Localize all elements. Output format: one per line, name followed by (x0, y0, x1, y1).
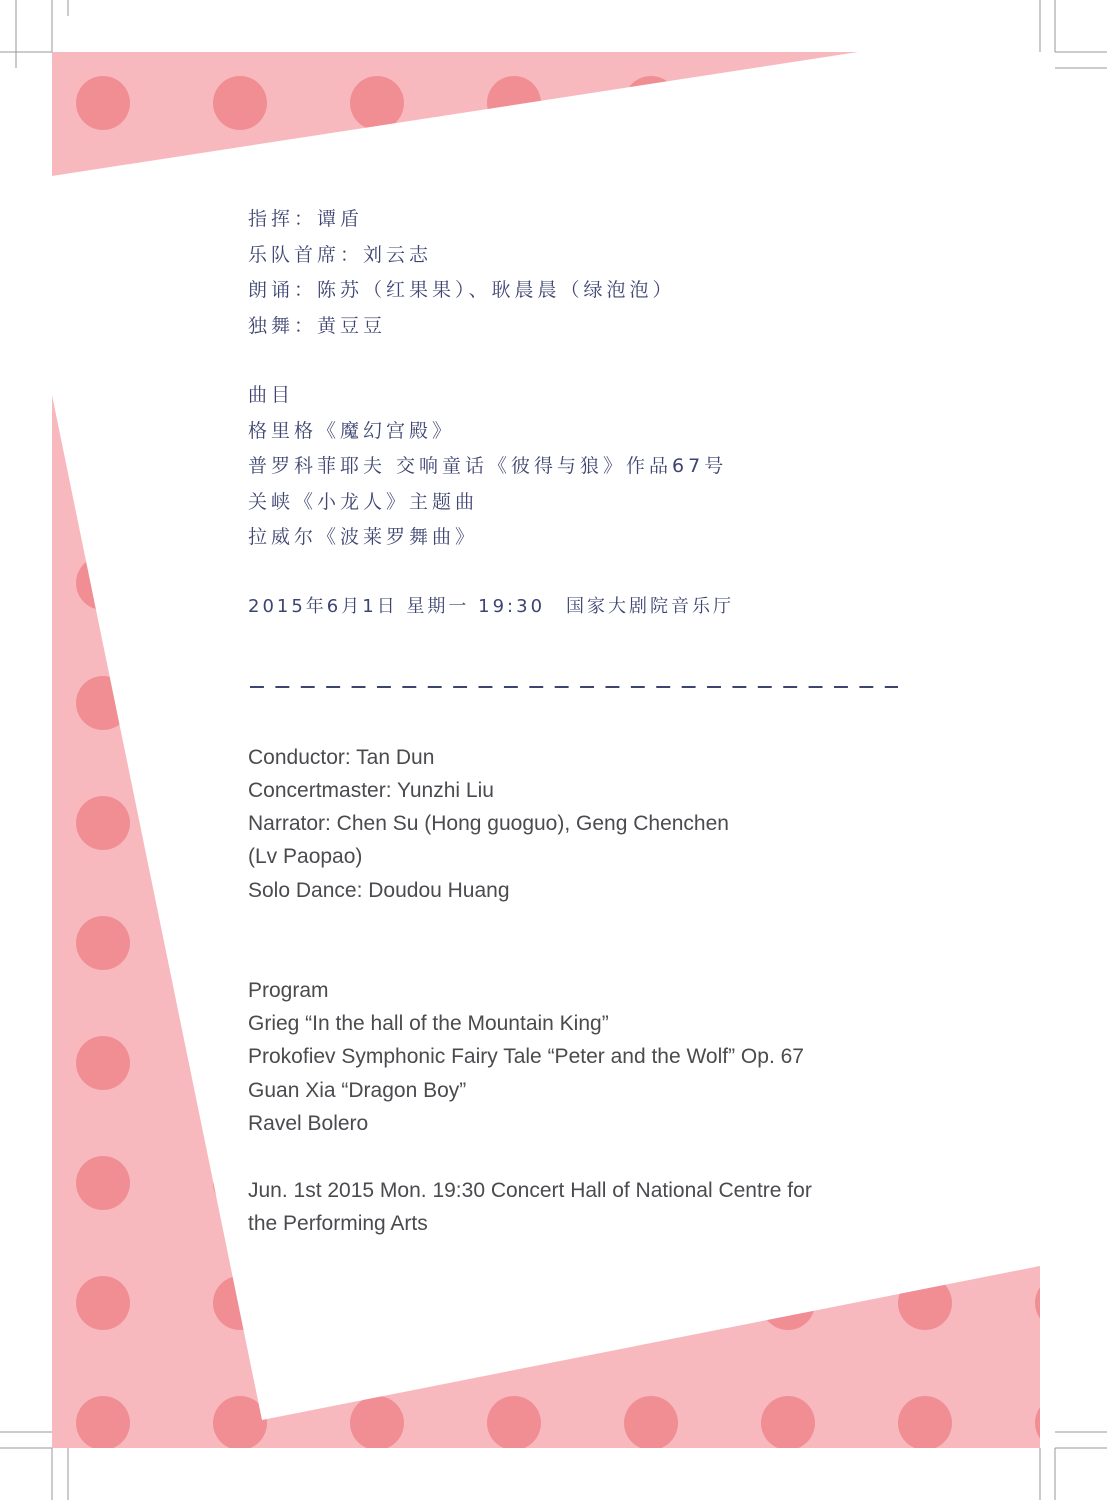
en-program-item: Guan Xia “Dragon Boy” (248, 1079, 467, 1102)
cn-narrator: 朗诵：陈苏（红果果）、耿晨晨（绿泡泡） (248, 279, 676, 301)
cn-program-heading: 曲目 (248, 384, 295, 406)
en-narrator-continued: (Lv Paopao) (248, 845, 363, 868)
en-program-heading: Program (248, 979, 329, 1002)
cn-program-item: 格里格《魔幻宫殿》 (248, 420, 456, 442)
en-program-item: Grieg “In the hall of the Mountain King” (248, 1012, 609, 1035)
en-program-item: Ravel Bolero (248, 1112, 369, 1135)
en-conductor: Conductor: Tan Dun (248, 746, 435, 769)
dashed-divider (250, 686, 898, 688)
cn-program-item: 普罗科菲耶夫 交响童话《彼得与狼》作品67号 (248, 455, 728, 477)
en-narrator: Narrator: Chen Su (Hong guoguo), Geng Chenchen (248, 812, 729, 835)
cn-program-item: 拉威尔《波莱罗舞曲》 (248, 526, 479, 548)
cn-date-venue: 2015年6月1日 星期一 19:30 国家大剧院音乐厅 (248, 596, 735, 617)
en-concertmaster: Concertmaster: Yunzhi Liu (248, 779, 494, 802)
cn-solo-dance: 独舞：黄豆豆 (248, 315, 387, 337)
cn-program-item: 关峡《小龙人》主题曲 (248, 491, 479, 513)
en-date-venue-continued: the Performing Arts (248, 1212, 428, 1235)
en-solo-dance: Solo Dance: Doudou Huang (248, 879, 510, 902)
en-date-venue: Jun. 1st 2015 Mon. 19:30 Concert Hall of National Centre for (248, 1179, 812, 1202)
en-program-item: Prokofiev Symphonic Fairy Tale “Peter and the Wolf” Op. 67 (248, 1045, 804, 1068)
cn-conductor: 指挥：谭盾 (248, 208, 364, 230)
cn-concertmaster: 乐队首席：刘云志 (248, 244, 433, 266)
